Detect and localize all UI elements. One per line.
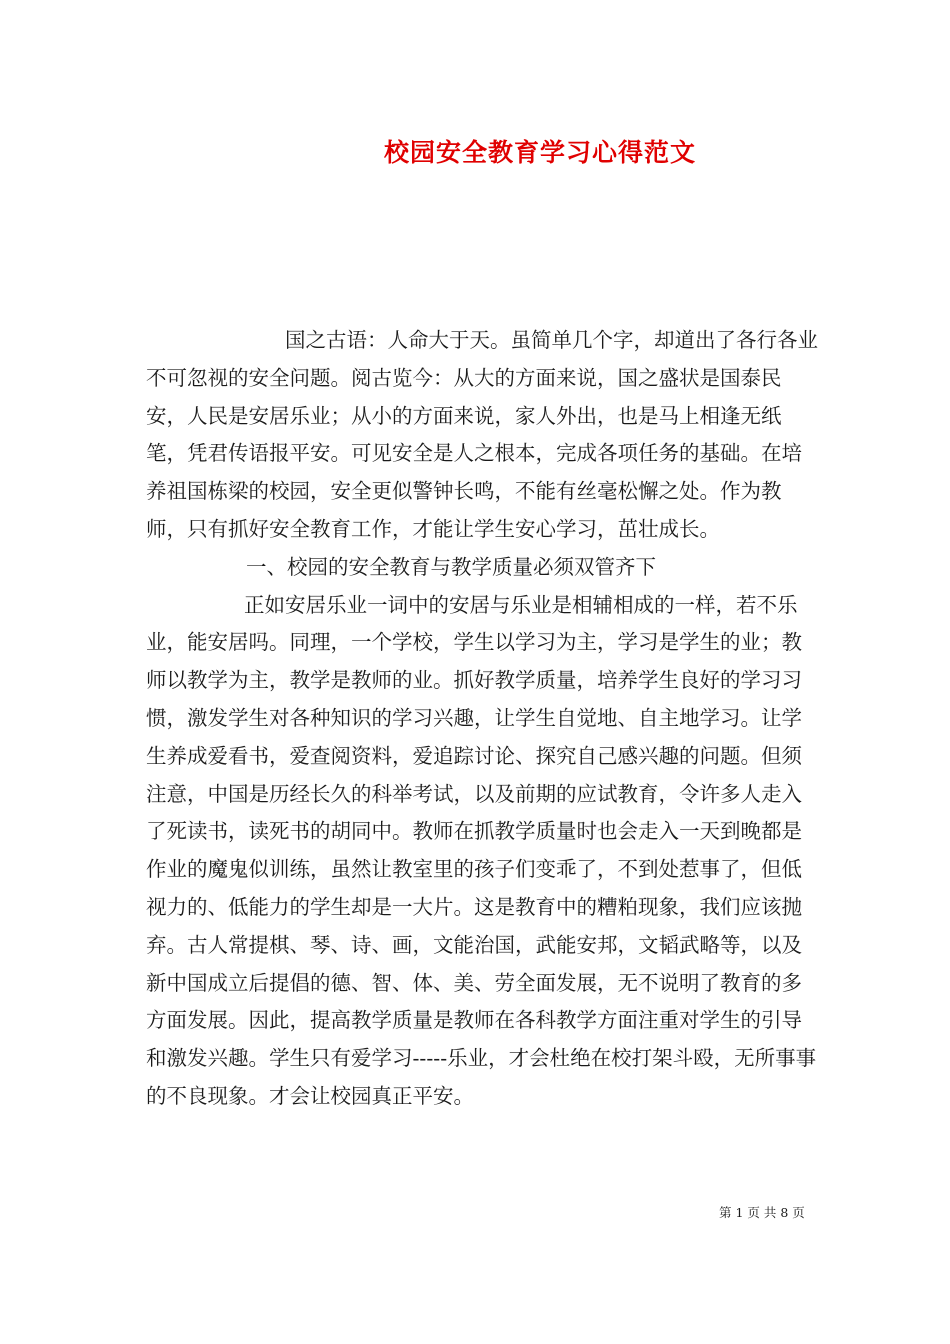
paragraph-section-1: 正如安居乐业一词中的安居与乐业是相辅相成的一样，若不乐业，能安居吗。同理，一个学校，学生以学习为主，学习是学生的业；教师以教学为主，教学是教师的业。抓好教学质量，培养学生良好的学习习惯，激发学生对各种知识的学习兴趣，让学生自觉地、自主地学习。让学生养成爱看书，爱查阅资料，爱追踪讨论、探究自己感兴趣的问题。但须注意，中国是历经长久的科举考试，以及前期的应试教育，令许多人走入了死读书，读死书的胡同中。教师在抓教学质量时也会走入一天到晚都是作业的魔鬼似训练，虽然让教室里的孩子们变乖了，不到处惹事了，但低视力的、低能力的学生却是一大片。这是教育中的糟粕现象，我们应该抛弃。古人常提棋、琴、诗、画，文能治国，武能安邦，文韬武略等，以及新中国成立后提倡的德、智、体、美、劳全面发展，无不说明了教育的多方面发展。因此，提高教学质量是教师在各科教学方面注重对学生的引导和激发兴趣。学生只有爱学习-----乐业，才会杜绝在校打架斗殴，无所事事的不良现象。才会让校园真正平安。 <box>146 592 817 1108</box>
page-number: 第 1 页 共 8 页 <box>719 1205 805 1220</box>
document-body <box>146 322 821 1116</box>
section-heading-1: 一、校园的安全教育与教学质量必须双管齐下 <box>246 554 656 579</box>
paragraph-intro: 国之古语：人命大于天。虽简单几个字，却道出了各行各业不可忽视的安全问题。阅古览今：从大的方面来说，国之盛状是国泰民安，人民是安居乐业；从小的方面来说，家人外出，也是马上相逢无纸笔，凭君传语报平安。可见安全是人之根本，完成各项任务的基础。在培养祖国栋梁的校园，安全更似警钟长鸣，不能有丝毫松懈之处。作为教师，只有抓好安全教育工作，才能让学生安心学习，茁壮成长。 <box>146 328 818 541</box>
page-title: 校园安全教育学习心得范文 <box>383 138 696 167</box>
